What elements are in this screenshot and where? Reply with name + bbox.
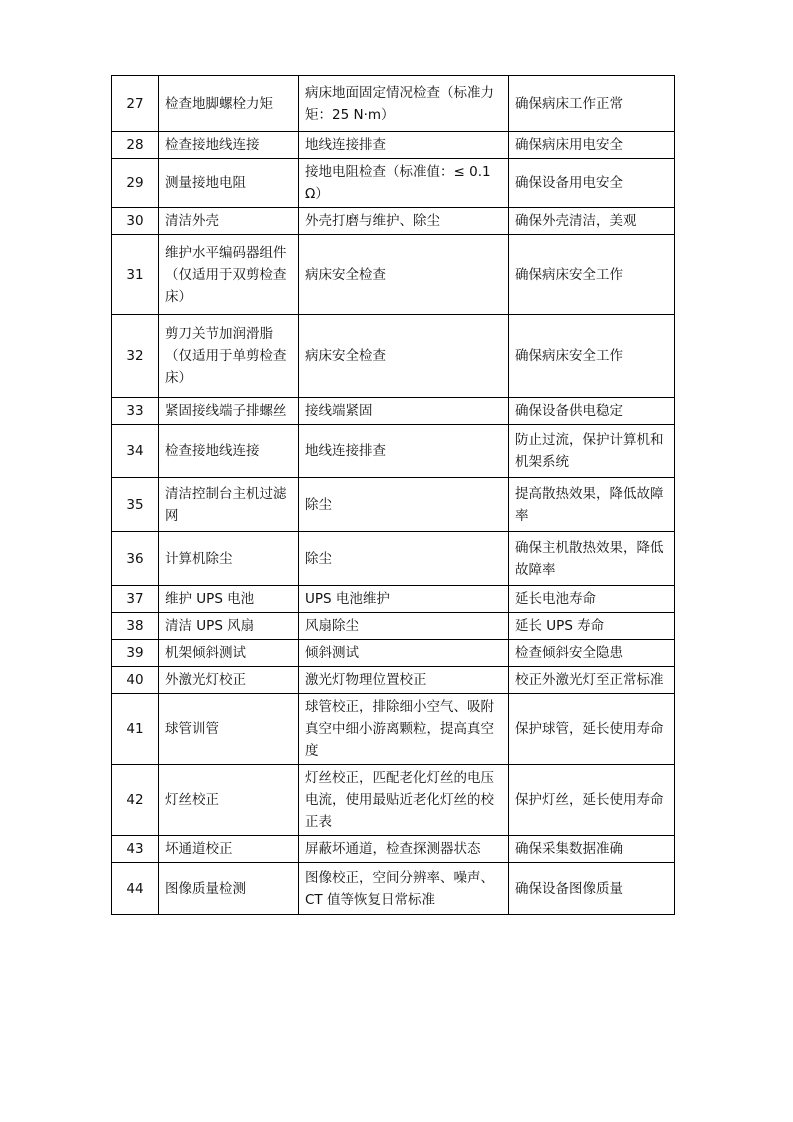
table-row <box>112 478 675 532</box>
maintenance-item: 坏通道校正 <box>159 836 299 863</box>
maintenance-content: 球管校正，排除细小空气、吸附真空中细小游离颗粒，提高真空度 <box>299 694 509 765</box>
table-row <box>112 836 675 863</box>
maintenance-purpose: 延长电池寿命 <box>509 586 675 613</box>
row-number: 30 <box>112 208 159 235</box>
table-row <box>112 235 675 315</box>
maintenance-item: 图像质量检测 <box>159 863 299 915</box>
row-number: 40 <box>112 667 159 694</box>
table-row <box>112 76 675 132</box>
maintenance-purpose: 保护灯丝，延长使用寿命 <box>509 765 675 836</box>
row-number: 27 <box>112 76 159 132</box>
table-row <box>112 132 675 159</box>
maintenance-content: 地线连接排查 <box>299 132 509 159</box>
maintenance-item: 计算机除尘 <box>159 532 299 586</box>
row-number: 34 <box>112 425 159 478</box>
row-number: 28 <box>112 132 159 159</box>
row-number: 36 <box>112 532 159 586</box>
maintenance-item: 检查地脚螺栓力矩 <box>159 76 299 132</box>
row-number: 42 <box>112 765 159 836</box>
maintenance-purpose: 确保设备供电稳定 <box>509 398 675 425</box>
maintenance-purpose: 检查倾斜安全隐患 <box>509 640 675 667</box>
maintenance-purpose: 确保病床工作正常 <box>509 76 675 132</box>
table-row <box>112 667 675 694</box>
maintenance-purpose: 确保设备图像质量 <box>509 863 675 915</box>
maintenance-content: 接线端紧固 <box>299 398 509 425</box>
row-number: 41 <box>112 694 159 765</box>
table-row <box>112 765 675 836</box>
maintenance-purpose: 确保主机散热效果，降低故障率 <box>509 532 675 586</box>
maintenance-item: 维护水平编码器组件（仅适用于双剪检查床） <box>159 235 299 315</box>
maintenance-item: 灯丝校正 <box>159 765 299 836</box>
maintenance-content: 地线连接排查 <box>299 425 509 478</box>
maintenance-table-body <box>112 76 675 915</box>
row-number: 43 <box>112 836 159 863</box>
row-number: 38 <box>112 613 159 640</box>
table-row <box>112 613 675 640</box>
maintenance-item: 外激光灯校正 <box>159 667 299 694</box>
maintenance-purpose: 确保病床安全工作 <box>509 235 675 315</box>
table-row <box>112 159 675 208</box>
row-number: 32 <box>112 315 159 398</box>
maintenance-content: 图像校正，空间分辨率、噪声、CT 值等恢复日常标准 <box>299 863 509 915</box>
maintenance-item: 检查接地线连接 <box>159 425 299 478</box>
table-row <box>112 425 675 478</box>
table-row <box>112 398 675 425</box>
maintenance-purpose: 防止过流，保护计算机和机架系统 <box>509 425 675 478</box>
maintenance-content: 除尘 <box>299 532 509 586</box>
maintenance-item: 清洁 UPS 风扇 <box>159 613 299 640</box>
table-row <box>112 694 675 765</box>
maintenance-purpose: 校正外激光灯至正常标准 <box>509 667 675 694</box>
maintenance-purpose: 保护球管，延长使用寿命 <box>509 694 675 765</box>
row-number: 39 <box>112 640 159 667</box>
maintenance-purpose: 确保采集数据准确 <box>509 836 675 863</box>
maintenance-content: 激光灯物理位置校正 <box>299 667 509 694</box>
maintenance-content: 病床地面固定情况检查（标准力矩：25 N·m） <box>299 76 509 132</box>
maintenance-purpose: 确保病床安全工作 <box>509 315 675 398</box>
maintenance-item: 清洁外壳 <box>159 208 299 235</box>
table-row <box>112 640 675 667</box>
maintenance-content: 倾斜测试 <box>299 640 509 667</box>
maintenance-content: 除尘 <box>299 478 509 532</box>
row-number: 29 <box>112 159 159 208</box>
maintenance-purpose: 确保设备用电安全 <box>509 159 675 208</box>
row-number: 44 <box>112 863 159 915</box>
maintenance-item: 检查接地线连接 <box>159 132 299 159</box>
maintenance-item: 机架倾斜测试 <box>159 640 299 667</box>
maintenance-purpose: 提高散热效果，降低故障率 <box>509 478 675 532</box>
maintenance-content: 灯丝校正，匹配老化灯丝的电压电流，使用最贴近老化灯丝的校正表 <box>299 765 509 836</box>
maintenance-item: 剪刀关节加润滑脂（仅适用于单剪检查床） <box>159 315 299 398</box>
maintenance-purpose: 确保病床用电安全 <box>509 132 675 159</box>
maintenance-item: 紧固接线端子排螺丝 <box>159 398 299 425</box>
table-row <box>112 532 675 586</box>
maintenance-item: 清洁控制台主机过滤网 <box>159 478 299 532</box>
maintenance-item: 维护 UPS 电池 <box>159 586 299 613</box>
table-row <box>112 315 675 398</box>
maintenance-item: 球管训管 <box>159 694 299 765</box>
table-row <box>112 586 675 613</box>
maintenance-purpose: 确保外壳清洁，美观 <box>509 208 675 235</box>
row-number: 35 <box>112 478 159 532</box>
maintenance-item: 测量接地电阻 <box>159 159 299 208</box>
maintenance-content: 屏蔽坏通道，检查探测器状态 <box>299 836 509 863</box>
maintenance-content: UPS 电池维护 <box>299 586 509 613</box>
maintenance-purpose: 延长 UPS 寿命 <box>509 613 675 640</box>
maintenance-content: 接地电阻检查（标准值：≤ 0.1Ω） <box>299 159 509 208</box>
row-number: 33 <box>112 398 159 425</box>
maintenance-content: 病床安全检查 <box>299 235 509 315</box>
maintenance-content: 风扇除尘 <box>299 613 509 640</box>
maintenance-content: 病床安全检查 <box>299 315 509 398</box>
maintenance-content: 外壳打磨与维护、除尘 <box>299 208 509 235</box>
maintenance-table <box>111 75 675 915</box>
table-row <box>112 208 675 235</box>
row-number: 31 <box>112 235 159 315</box>
row-number: 37 <box>112 586 159 613</box>
table-row <box>112 863 675 915</box>
